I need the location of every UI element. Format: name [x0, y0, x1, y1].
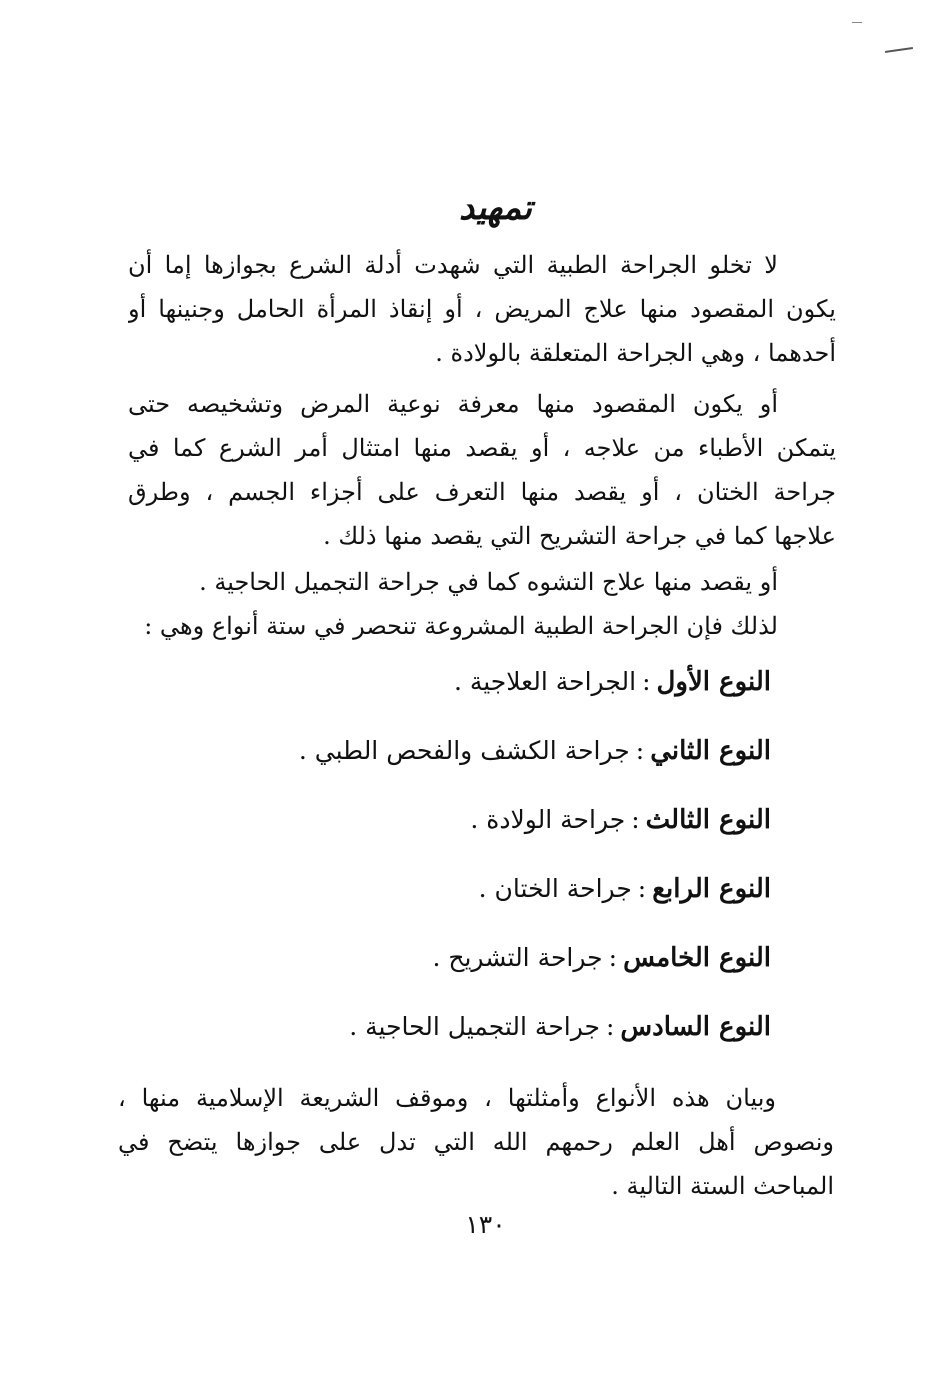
type-value: جراحة الختان .: [478, 874, 632, 903]
page-number: ١٣٠: [465, 1210, 506, 1239]
paragraph-line: لذلك فإن الجراحة الطبية المشروعة تنحصر في ستة أنواع وهي :: [144, 612, 778, 640]
paragraph-line: جراحة الختان ، أو يقصد منها التعرف على أجزاء الجسم ، وطرق: [128, 478, 836, 506]
type-label: النوع السادس: [620, 1012, 771, 1042]
type-separator: :: [608, 943, 618, 972]
paragraph-line: علاجها كما في جراحة التشريح التي يقصد منها ذلك .: [323, 522, 836, 550]
section-title: تمهيد: [459, 188, 532, 228]
paragraph-line: لا تخلو الجراحة الطبية التي شهدت أدلة الشرع بجوازها إما أن: [128, 251, 778, 279]
type-value: جراحة الولادة .: [470, 805, 626, 834]
paragraph-line: يكون المقصود منها علاج المريض ، أو إنقاذ المرأة الحامل وجنينها أو: [128, 295, 836, 323]
paragraph-line: أو يقصد منها علاج التشوه كما في جراحة التجميل الحاجية .: [199, 568, 778, 596]
paragraph-intro: [128, 243, 836, 375]
paragraph-line: أو يكون المقصود منها معرفة نوعية المرض وتشخيصه حتى: [128, 390, 778, 418]
scan-mark: [885, 47, 913, 53]
paragraph-line: وبيان هذه الأنواع وأمثلتها ، وموقف الشريعة الإسلامية منها ،: [118, 1084, 776, 1112]
type-separator: :: [637, 874, 647, 903]
paragraph-line: ونصوص أهل العلم رحمهم الله التي تدل على جوازها يتضح في: [118, 1128, 834, 1156]
paragraph-types-intro: [128, 604, 836, 648]
type-value: جراحة التجميل الحاجية .: [349, 1012, 600, 1041]
type-label: النوع الثاني: [650, 736, 771, 766]
type-label: النوع الثالث: [645, 805, 771, 835]
type-label: النوع الرابع: [652, 874, 771, 904]
paragraph-line: يتمكن الأطباء من علاجه ، أو يقصد منها امتثال أمر الشرع كما في: [128, 434, 836, 462]
paragraph-diagnosis: [128, 382, 836, 558]
type-value: جراحة التشريح .: [432, 943, 603, 972]
type-label: النوع الخامس: [623, 943, 771, 973]
type-item: [171, 795, 771, 864]
paragraph-closing: [118, 1076, 834, 1208]
paragraph-line: المباحث الستة التالية .: [611, 1172, 834, 1200]
scan-mark: [852, 22, 862, 23]
type-separator: :: [631, 805, 640, 834]
paragraph-line: أحدهما ، وهي الجراحة المتعلقة بالولادة .: [435, 339, 836, 367]
type-value: الجراحة العلاجية .: [453, 667, 637, 696]
type-item: [171, 726, 771, 795]
type-item: [171, 933, 771, 1002]
type-label: النوع الأول: [656, 667, 771, 697]
type-item: [171, 1002, 771, 1071]
type-item: [171, 864, 771, 933]
type-value: جراحة الكشف والفحص الطبي .: [298, 736, 630, 765]
paragraph-cosmetic: [128, 560, 836, 604]
types-list: [171, 657, 771, 1071]
type-separator: :: [605, 1012, 615, 1041]
type-separator: :: [642, 667, 651, 696]
type-separator: :: [635, 736, 645, 765]
type-item: [171, 657, 771, 726]
